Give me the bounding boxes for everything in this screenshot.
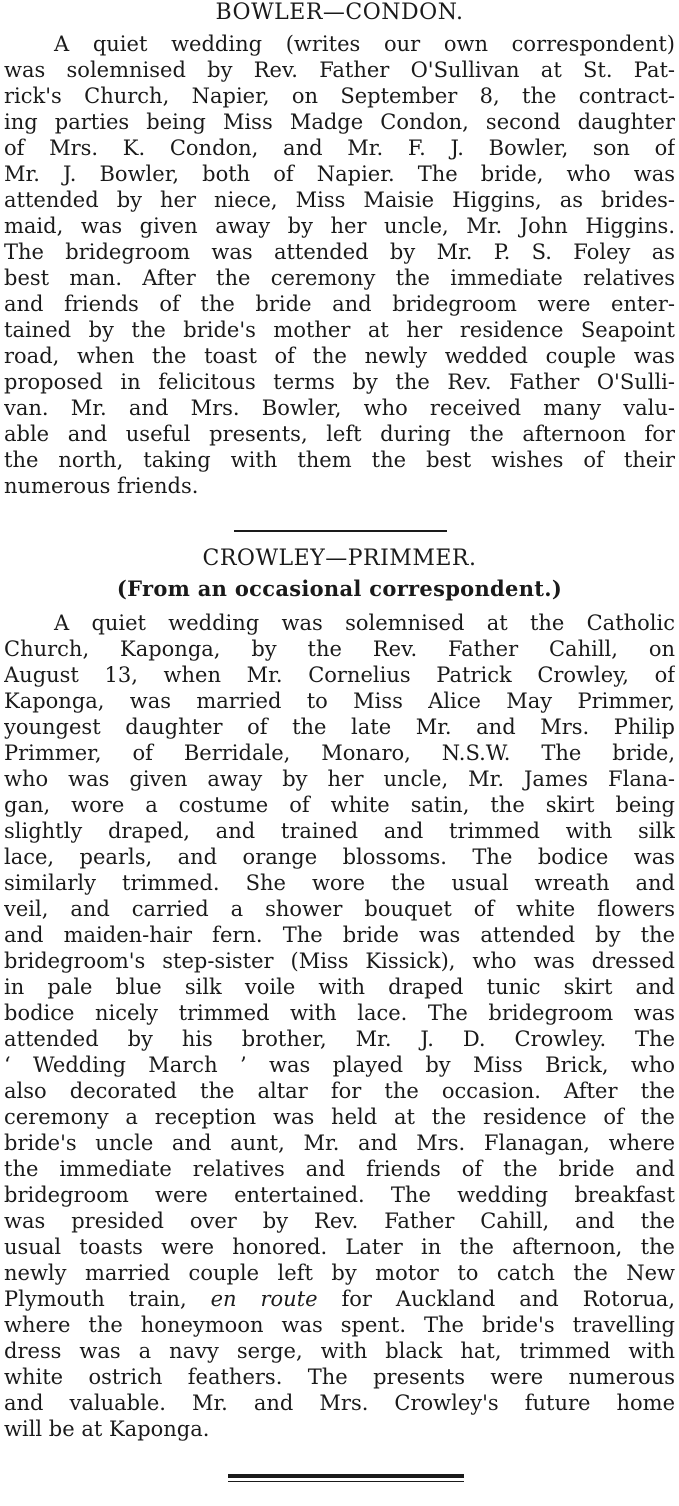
article2-line: dress was a navy serge, with black hat, trimmed with <box>4 1339 675 1363</box>
article2-line: similarly trimmed. She wore the usual wreath and <box>4 871 675 895</box>
article1-line: of Mrs. K. Condon, and Mr. F. J. Bowler, son of <box>4 136 675 160</box>
article1-line: maid, was given away by her uncle, Mr. John Higgins. <box>4 214 675 238</box>
end-rule-thick <box>228 1474 464 1478</box>
article1-line: was solemnised by Rev. Father O'Sullivan at St. Pat- <box>4 58 675 82</box>
article2-line: bride's uncle and aunt, Mr. and Mrs. Flanagan, where <box>4 1131 675 1155</box>
article2-heading: CROWLEY—PRIMMER. <box>202 546 477 571</box>
article1-line: numerous friends. <box>4 474 199 498</box>
article1-heading: BOWLER—CONDON. <box>215 0 464 25</box>
end-rule-thin <box>228 1481 464 1482</box>
article2-line: also decorated the altar for the occasion. After the <box>4 1079 675 1103</box>
article2-line: youngest daughter of the late Mr. and Mrs. Philip <box>4 715 675 739</box>
article1-line: The bridegroom was attended by Mr. P. S. Foley as <box>4 240 675 264</box>
article1-line: van. Mr. and Mrs. Bowler, who received many valu- <box>4 396 675 420</box>
article1-line: and friends of the bride and bridegroom were enter- <box>4 292 675 316</box>
section-divider <box>234 530 447 532</box>
article2-line: lace, pearls, and orange blossoms. The bodice was <box>4 845 675 869</box>
article2-line-italic <box>4 1286 675 1312</box>
article2-line: A quiet wedding was solemnised at the Catholic <box>54 611 675 635</box>
article2-line: and maiden-hair fern. The bride was attended by the <box>4 923 675 947</box>
article2-line: attended by his brother, Mr. J. D. Crowley. The <box>4 1027 675 1051</box>
article2-line: bridegroom were entertained. The wedding breakfast <box>4 1183 675 1207</box>
article2-line: bridegroom's step-sister (Miss Kissick), who was dressed <box>4 949 675 973</box>
article2-line: the immediate relatives and friends of the bride and <box>4 1157 675 1181</box>
article1-line: ing parties being Miss Madge Condon, second daughter <box>4 110 675 134</box>
article2-line: newly married couple left by motor to catch the New <box>4 1261 675 1285</box>
article2-line: Primmer, of Berridale, Monaro, N.S.W. The bride, <box>4 741 675 765</box>
article1-line: A quiet wedding (writes our own correspondent) <box>54 32 675 56</box>
italic-line-after: for Auckland and Rotorua, <box>317 1287 675 1311</box>
article2-line: August 13, when Mr. Cornelius Patrick Crowley, of <box>4 663 675 687</box>
article2-line: bodice nicely trimmed with lace. The bridegroom was <box>4 1001 675 1025</box>
article1-line: proposed in felicitous terms by the Rev. Father O'Sulli- <box>4 370 675 394</box>
article1-line: rick's Church, Napier, on September 8, the contract- <box>4 84 675 108</box>
article2-line: who was given away by her uncle, Mr. James Flana- <box>4 767 675 791</box>
article1-line: the north, taking with them the best wishes of their <box>4 448 675 472</box>
article2-line: Church, Kaponga, by the Rev. Father Cahill, on <box>4 637 675 661</box>
article2-line: Kaponga, was married to Miss Alice May Primmer, <box>4 689 675 713</box>
article1-line: Mr. J. Bowler, both of Napier. The bride, who was <box>4 162 675 186</box>
article2-line: veil, and carried a shower bouquet of white flowers <box>4 897 675 921</box>
italic-phrase: en route <box>210 1287 318 1311</box>
article1-line: tained by the bride's mother at her residence Seapoint <box>4 318 675 342</box>
article1-line: attended by her niece, Miss Maisie Higgins, as brides- <box>4 188 675 212</box>
article2-line: and valuable. Mr. and Mrs. Crowley's future home <box>4 1391 675 1415</box>
article1-line: best man. After the ceremony the immediate relatives <box>4 266 675 290</box>
article2-subheading: (From an occasional correspondent.) <box>116 576 563 601</box>
article2-line: where the honeymoon was spent. The bride's travelling <box>4 1313 675 1337</box>
article1-line: road, when the toast of the newly wedded couple was <box>4 344 675 368</box>
article1-line: able and useful presents, left during the afternoon for <box>4 422 675 446</box>
article2-line: will be at Kaponga. <box>4 1417 210 1441</box>
article2-line: slightly draped, and trained and trimmed with silk <box>4 819 675 843</box>
article2-line: ‘ Wedding March ’ was played by Miss Brick, who <box>4 1053 675 1077</box>
article2-line: gan, wore a costume of white satin, the skirt being <box>4 793 675 817</box>
italic-line-before: Plymouth train, <box>4 1287 211 1311</box>
article2-line: usual toasts were honored. Later in the afternoon, the <box>4 1235 675 1259</box>
article2-line: in pale blue silk voile with draped tunic skirt and <box>4 975 675 999</box>
article2-line: ceremony a reception was held at the residence of the <box>4 1105 675 1129</box>
article2-line: was presided over by Rev. Father Cahill, and the <box>4 1209 675 1233</box>
article2-line: white ostrich feathers. The presents were numerous <box>4 1365 675 1389</box>
